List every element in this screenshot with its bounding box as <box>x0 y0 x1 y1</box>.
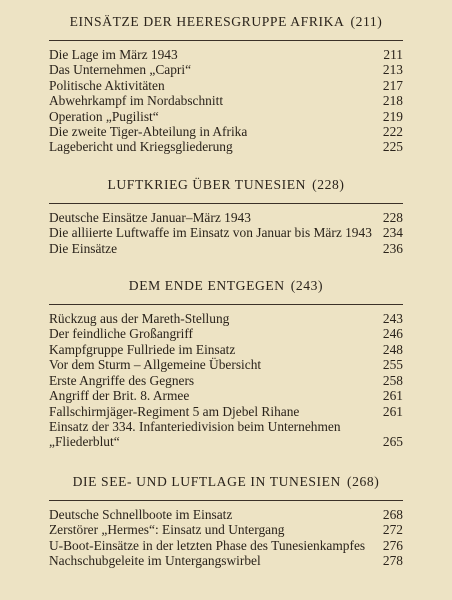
toc-entry-page: 255 <box>382 357 403 373</box>
toc-entry-title: Politische Aktivitäten <box>49 77 165 93</box>
toc-entry[interactable] <box>49 139 403 154</box>
section-spacer <box>49 450 403 474</box>
toc-entry[interactable] <box>49 388 403 403</box>
toc-entry[interactable] <box>49 124 403 139</box>
section-title <box>49 14 403 30</box>
toc-entry[interactable] <box>49 357 403 372</box>
toc-entry-page: 246 <box>382 326 403 342</box>
section-page-number: (243) <box>290 278 324 294</box>
section-spacer <box>49 155 403 177</box>
section-spacer <box>49 256 403 278</box>
toc-entry-page: 222 <box>382 124 403 140</box>
toc-entry-page: 225 <box>382 139 403 155</box>
toc-entry-title: Die zweite Tiger-Abteilung in Afrika <box>49 124 248 140</box>
toc-entry-page: 211 <box>383 47 403 62</box>
toc-entry-page: 234 <box>382 225 403 241</box>
toc-entry-title: Einsatz der 334. Infanteriedivision beim Unternehmen „Fliederblut“ <box>49 418 341 450</box>
toc-entry-title: Das Unternehmen „Capri“ <box>49 62 192 78</box>
toc-entry[interactable] <box>49 78 403 93</box>
section-title-text: LUFTKRIEG ÜBER TUNESIEN <box>107 176 307 192</box>
section-title-text: DIE SEE- UND LUFTLAGE IN TUNESIEN <box>72 473 341 489</box>
toc-entry-title: Lagebericht und Kriegsgliederung <box>49 139 233 155</box>
toc-entry-title: Rückzug aus der Mareth-Stellung <box>49 311 230 327</box>
toc-entry[interactable] <box>49 62 403 77</box>
toc-entry-title: Die Lage im März 1943 <box>49 47 178 62</box>
section-divider <box>49 304 403 305</box>
toc-entry-title: Zerstörer „Hermes“: Einsatz und Untergang <box>49 522 285 538</box>
toc-entry-title: Nachschubgeleite im Untergangswirbel <box>49 552 261 568</box>
toc-entry-page: 219 <box>382 108 403 124</box>
toc-entry-title: Die Einsätze <box>49 240 118 256</box>
toc-section-luftkrieg <box>49 177 403 256</box>
toc-entry-page: 268 <box>382 506 403 522</box>
toc-entry[interactable] <box>49 225 403 240</box>
section-title <box>49 278 403 294</box>
section-page-number: (228) <box>312 176 345 192</box>
toc-entry-title: Kampfgruppe Fullriede im Einsatz <box>49 341 236 357</box>
toc-entry-page: 248 <box>382 341 403 357</box>
toc-entry[interactable] <box>49 373 403 388</box>
section-divider <box>49 203 403 204</box>
section-page-number: (211) <box>350 14 383 29</box>
toc-entry-page: 261 <box>382 403 403 419</box>
toc-entry[interactable] <box>49 342 403 357</box>
toc-entry[interactable] <box>49 93 403 108</box>
toc-entry-page: 276 <box>382 537 403 553</box>
toc-entry-title: Deutsche Schnellboote im Einsatz <box>49 506 233 522</box>
toc-entry-page: 272 <box>382 522 403 538</box>
toc-entry[interactable] <box>49 210 403 225</box>
toc-entry-page: 258 <box>382 372 403 388</box>
toc-entry-title: Erste Angriffe des Gegners <box>49 372 195 388</box>
toc-entry[interactable] <box>49 326 403 341</box>
toc-entry[interactable] <box>49 109 403 124</box>
toc-section-see-und-luftlage <box>49 474 403 569</box>
toc-section-dem-ende-entgegen <box>49 278 403 450</box>
toc-entry[interactable] <box>49 522 403 537</box>
toc-entry-page: 228 <box>382 209 403 225</box>
section-page-number: (268) <box>346 473 380 489</box>
toc-entry-page: 217 <box>382 77 403 93</box>
toc-entry-page: 261 <box>382 388 403 404</box>
toc-section-heeresgruppe-afrika <box>49 14 403 155</box>
toc-entry-page: 265 <box>382 434 403 450</box>
toc-entry-title: U-Boot-Einsätze in der letzten Phase des Tunesienkampfes <box>49 537 366 553</box>
toc-entry-page: 278 <box>382 552 403 568</box>
toc-entry-page: 218 <box>382 93 403 109</box>
toc-entry-title: Operation „Pugilist“ <box>49 108 159 124</box>
section-title-text: DEM ENDE ENTGEGEN <box>128 278 285 294</box>
section-title <box>49 177 403 193</box>
section-divider <box>49 40 403 41</box>
toc-entry[interactable] <box>49 553 403 568</box>
toc-entry[interactable] <box>49 404 403 419</box>
toc-entry-title: Abwehrkampf im Nordabschnitt <box>49 93 224 109</box>
toc-entry-page: 213 <box>382 62 403 78</box>
toc-entry-title: Deutsche Einsätze Januar–März 1943 <box>49 209 251 225</box>
toc-entry[interactable] <box>49 311 403 326</box>
toc-entry-page: 243 <box>382 311 403 327</box>
toc-entry-title: Fallschirmjäger-Regiment 5 am Djebel Rihane <box>49 403 300 419</box>
toc-entry-title: Angriff der Brit. 8. Armee <box>49 388 190 404</box>
section-title-text: EINSÄTZE DER HEERESGRUPPE AFRIKA <box>69 14 345 29</box>
toc-entry[interactable] <box>49 419 403 450</box>
toc-entry-title: Die alliierte Luftwaffe im Einsatz von Januar bis März 1943 <box>49 225 372 241</box>
toc-entry[interactable] <box>49 538 403 553</box>
section-title <box>49 474 403 490</box>
toc-entry-title: Vor dem Sturm – Allgemeine Übersicht <box>49 357 262 373</box>
toc-entry[interactable] <box>49 507 403 522</box>
toc-entry[interactable] <box>49 241 403 256</box>
toc-entry[interactable] <box>49 47 403 62</box>
section-divider <box>49 500 403 501</box>
toc-entry-title: Der feindliche Großangriff <box>49 326 194 342</box>
toc-entry-page: 236 <box>382 240 403 256</box>
